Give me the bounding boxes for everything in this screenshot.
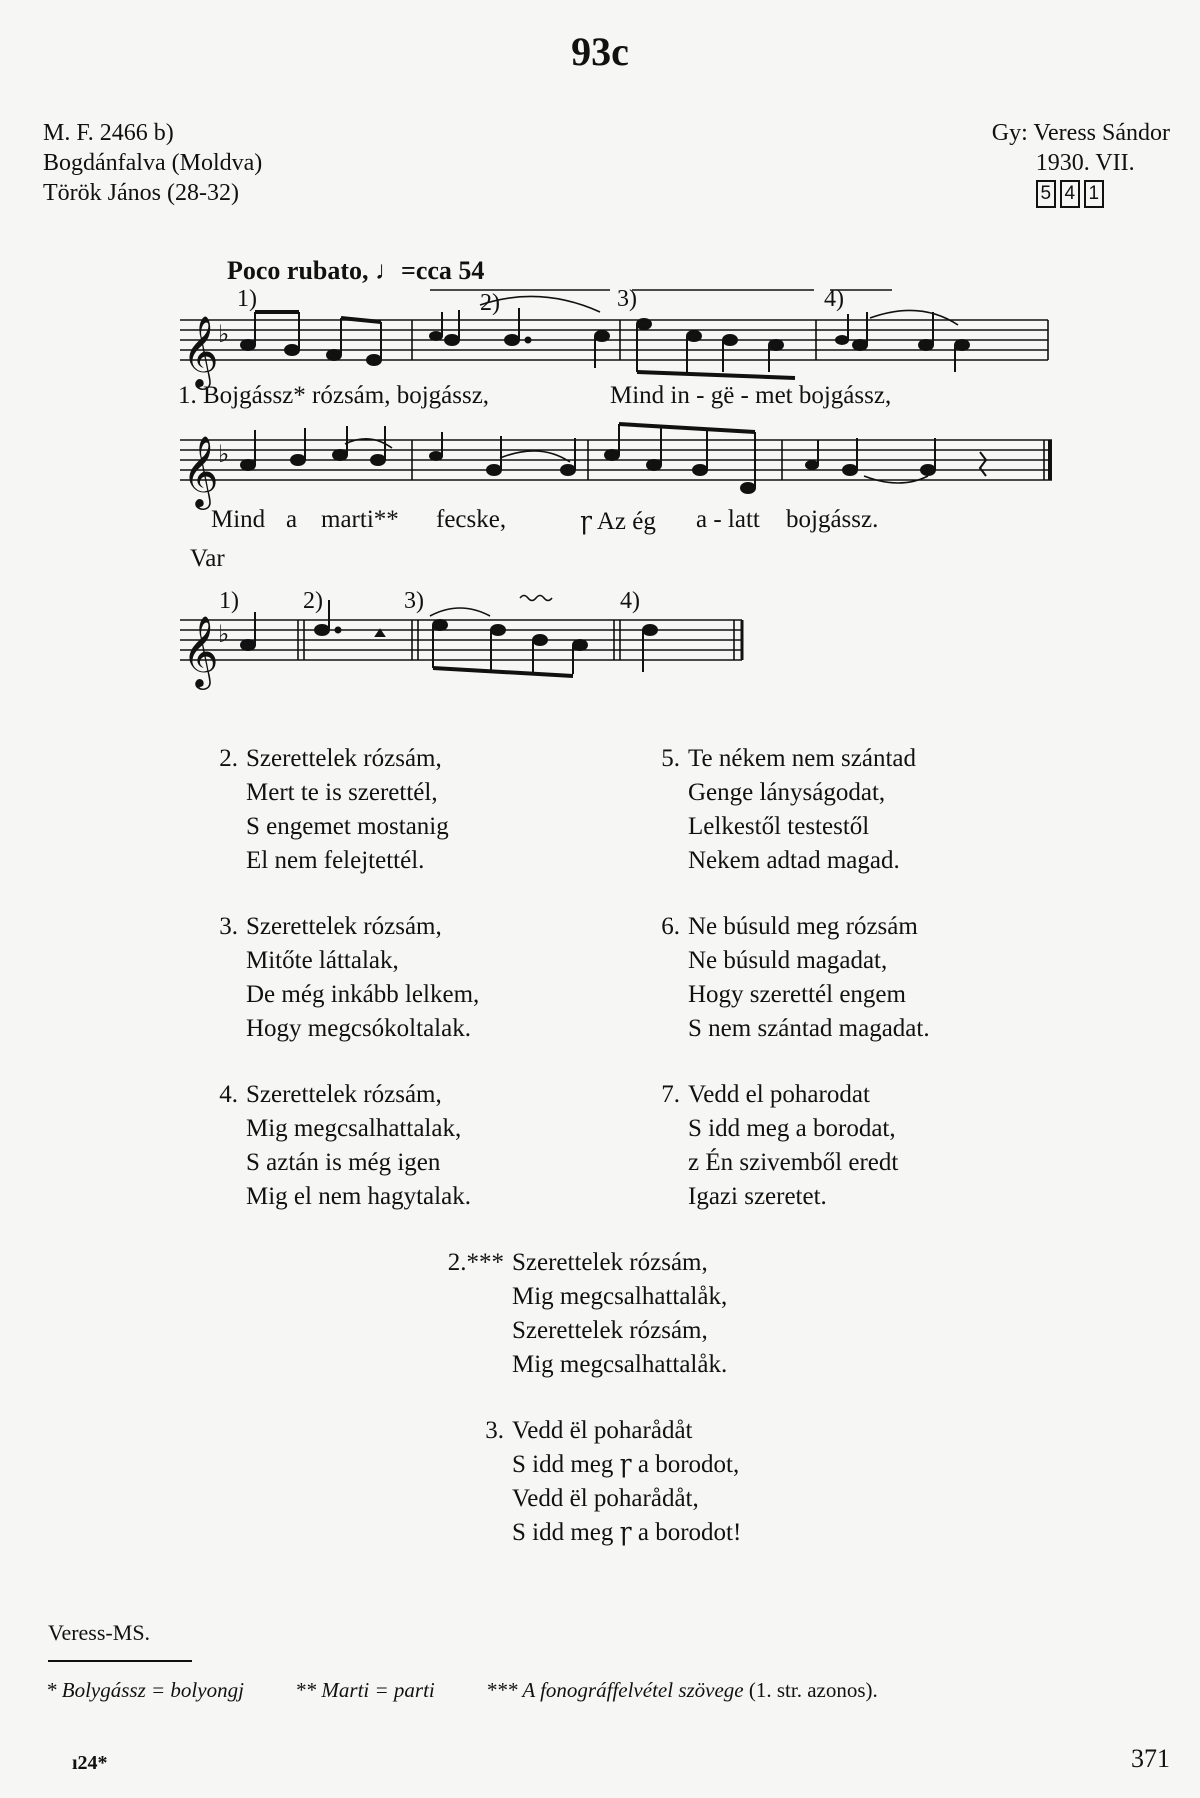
tempo-marking: Poco rubato, ♩=cca 54 <box>227 256 485 285</box>
lyrics-line-1a: 1. Bojgássz* rózsám, bojgássz, <box>178 382 490 409</box>
lyrics-line-1b: Mind in - gë - met bojgássz, <box>610 382 892 409</box>
stanza-line: S engemet mostanig <box>246 813 449 840</box>
marker-2: 2) <box>480 290 500 316</box>
var-marker-3: 3) <box>404 588 424 614</box>
stanza <box>426 1246 741 1382</box>
stanza-line: Genge lányságodat, <box>688 779 886 806</box>
lyrics-word: a - latt <box>696 506 760 533</box>
stanza-line: Mig megcsalhattalåk. <box>512 1351 728 1378</box>
source-singer: Török János (28-32) <box>43 180 239 206</box>
stanza <box>642 742 930 878</box>
stanza-line: S idd meg ꞅ a borodot! <box>512 1519 742 1546</box>
stanza-line: S aztán is még igen <box>246 1149 441 1176</box>
page-number: 371 <box>1131 1744 1170 1773</box>
stanza-line: Lelkestől testestől <box>688 813 870 840</box>
stanza-line: Mig el nem hagytalak. <box>246 1183 471 1210</box>
source-id: M. F. 2466 b) <box>43 120 174 146</box>
stanza-line: S nem szántad magadat. <box>688 1015 930 1042</box>
stanza <box>200 1078 479 1214</box>
stanza <box>642 1078 930 1214</box>
stanza-block-right <box>642 742 930 1214</box>
stanza-line: Vedd ël poharådåt <box>512 1417 693 1444</box>
flat-sign-1: ♭ <box>218 322 230 348</box>
stanza-number: 7. <box>661 1081 680 1108</box>
marker-1: 1) <box>237 286 257 312</box>
stanza-block-left <box>200 742 479 1214</box>
footnotes <box>46 1678 878 1703</box>
flat-sign-3: ♭ <box>218 622 230 648</box>
lyrics-word: ꞅ Az ég <box>580 508 656 535</box>
stanza-number: 3. <box>485 1417 504 1444</box>
lyrics-word: bojgássz. <box>786 506 879 533</box>
staff-3 <box>180 620 742 660</box>
stanza-line: Mig megcsalhattalåk, <box>512 1283 728 1310</box>
stanza-line: Nekem adtad magad. <box>688 847 900 874</box>
stanza-line: Vedd el poharodat <box>688 1081 870 1108</box>
var-marker-4: 4) <box>620 588 640 614</box>
lyrics-word: fecske, <box>436 506 507 533</box>
music-notation <box>0 0 1200 700</box>
stanza-line: Mig megcsalhattalak, <box>246 1115 462 1142</box>
stanza-line: Szerettelek rózsám, <box>512 1249 708 1276</box>
source-place: Bogdánfalva (Moldva) <box>43 150 263 176</box>
stanza-line: Hogy megcsókoltalak. <box>246 1015 471 1042</box>
staff-1-notes <box>241 308 969 378</box>
stanza-line: S idd meg ꞅ a borodot, <box>512 1451 740 1478</box>
treble-clef-2: 𝄞 <box>182 438 219 506</box>
stanza-line: Hogy szerettél engem <box>688 981 906 1008</box>
stanza-line: Szerettelek rózsám, <box>512 1317 708 1344</box>
stanza <box>642 910 930 1046</box>
stanza-line: z Én szivemből eredt <box>688 1149 899 1176</box>
flat-sign-2: ♭ <box>218 442 230 468</box>
footnote-3: *** A fonográffelvétel szövege <box>486 1678 744 1702</box>
var-marker-2: 2) <box>303 588 323 614</box>
stanza-line: Szerettelek rózsám, <box>246 913 442 940</box>
collection-date: 1930. VII. <box>1035 150 1135 176</box>
staff-2-notes <box>241 424 986 493</box>
class-box-3: 1 <box>1084 180 1104 208</box>
stanza-number: 2. <box>219 745 238 772</box>
staff-1 <box>180 320 1048 360</box>
stanza-line: Mitőte láttalak, <box>246 947 399 974</box>
var-marker-1: 1) <box>219 588 239 614</box>
stanza-number: 3. <box>219 913 238 940</box>
stanza-line: Ne búsuld magadat, <box>688 947 888 974</box>
class-box-1: 5 <box>1036 180 1056 208</box>
stanza-line: Igazi szeretet. <box>688 1183 827 1210</box>
marker-3: 3) <box>617 286 637 312</box>
manuscript-signature: Veress-MS. <box>48 1620 151 1645</box>
stanza-line: Szerettelek rózsám, <box>246 1081 442 1108</box>
stanza-line: El nem felejtettél. <box>246 847 425 874</box>
variant-label: Var <box>190 545 225 572</box>
page-title: 93c <box>571 29 629 74</box>
class-box-2: 4 <box>1060 180 1080 208</box>
stanza-number: 2.*** <box>447 1249 504 1276</box>
stanza-block-bottom <box>426 1246 741 1550</box>
stanza-line: Vedd ël poharådåt, <box>512 1485 699 1512</box>
treble-clef-1: 𝄞 <box>182 318 219 386</box>
stanza <box>426 1414 741 1550</box>
footnote-2: ** Marti = parti <box>295 1678 435 1702</box>
footnote-divider <box>48 1660 192 1662</box>
stanza-number: 6. <box>661 913 680 940</box>
printer-code: ı24* <box>72 1752 108 1774</box>
stanza-line: Szerettelek rózsám, <box>246 745 442 772</box>
stanza-line: Ne búsuld meg rózsám <box>688 913 918 940</box>
marker-4: 4) <box>824 286 844 312</box>
stanza-number: 5. <box>661 745 680 772</box>
lyrics-word: a <box>286 506 298 533</box>
stanza-line: Te nékem nem szántad <box>688 745 917 772</box>
lyrics-word: Mind <box>211 506 266 533</box>
stanza-line: Mert te is szerettél, <box>246 779 438 806</box>
stanza-line: De még inkább lelkem, <box>246 981 480 1008</box>
lyrics-word: marti** <box>321 506 399 533</box>
stanza <box>200 742 479 878</box>
stanza-line: S idd meg a borodat, <box>688 1115 896 1142</box>
stanza-number: 4. <box>219 1081 238 1108</box>
treble-clef-3: 𝄞 <box>182 618 219 686</box>
footnote-3-note: (1. str. azonos). <box>743 1678 878 1702</box>
collector-name: Gy: Veress Sándor <box>991 120 1170 146</box>
stanza <box>200 910 479 1046</box>
footnote-1: * Bolygássz = bolyongj <box>46 1678 244 1702</box>
